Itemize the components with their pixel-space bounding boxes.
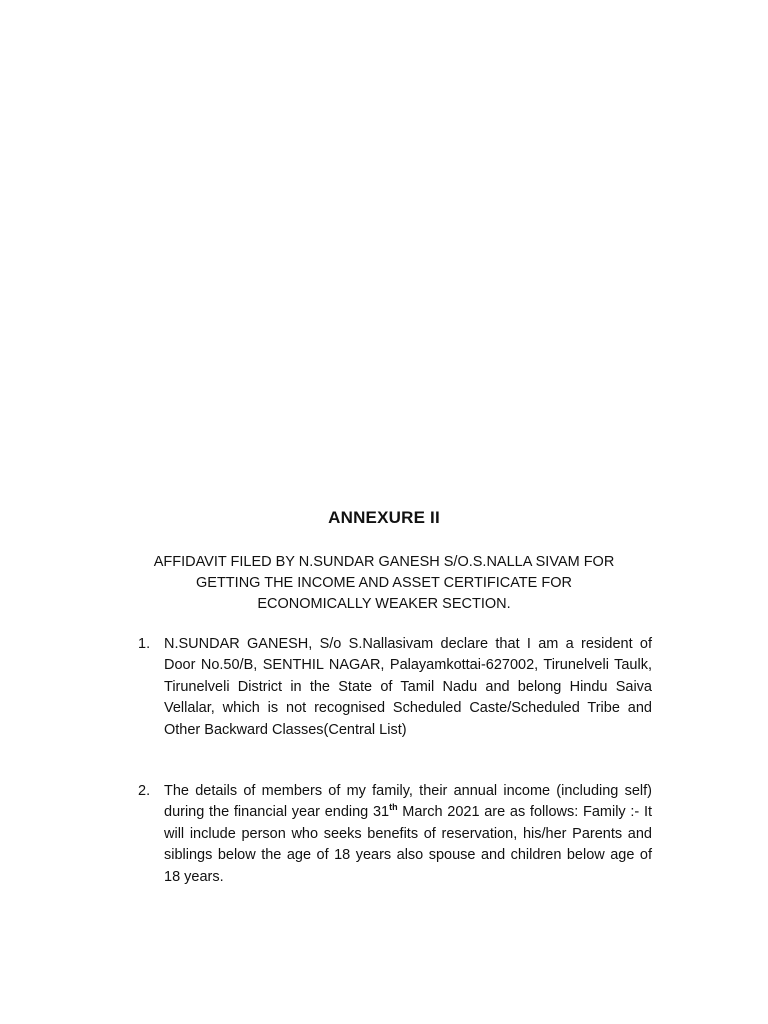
numbered-list-item-2 xyxy=(134,781,652,888)
numbered-list-item-1 xyxy=(134,634,652,741)
item-text-before-superscript: The details of members of my family, their annual income (including self) during the financial year ending 31 xyxy=(164,783,652,821)
item-text xyxy=(164,781,652,888)
item-text: N.SUNDAR GANESH, S/o S.Nallasivam declare that I am a resident of Door No.50/B, SENTHIL NAGAR, Palayamkottai-627002, Tirunelveli Taulk, Tirunelveli District in the State of Tamil Nadu and belong Hindu Saiva Vellalar, which is not recognised Scheduled Caste/Scheduled Tribe and Other Backward Classes(Central List) xyxy=(164,636,652,738)
ordinal-superscript: th xyxy=(389,802,398,813)
subheading-line-3: ECONOMICALLY WEAKER SECTION. xyxy=(257,596,511,612)
subheading-line-1: AFFIDAVIT FILED BY N.SUNDAR GANESH S/O.S.NALLA SIVAM FOR xyxy=(153,554,615,570)
item-text-after-superscript: March 2021 are as follows: Family :- It will include person who seeks benefits of reservation, his/her Parents and siblings below the age of 18 years also spouse and children below age of 18 years. xyxy=(164,804,653,885)
document-subheading xyxy=(150,552,618,615)
item-number: 1. xyxy=(138,636,151,652)
subheading-line-2: GETTING THE INCOME AND ASSET CERTIFICATE FOR xyxy=(196,575,572,591)
item-number: 2. xyxy=(138,783,151,799)
document-heading: ANNEXURE II xyxy=(328,508,440,527)
